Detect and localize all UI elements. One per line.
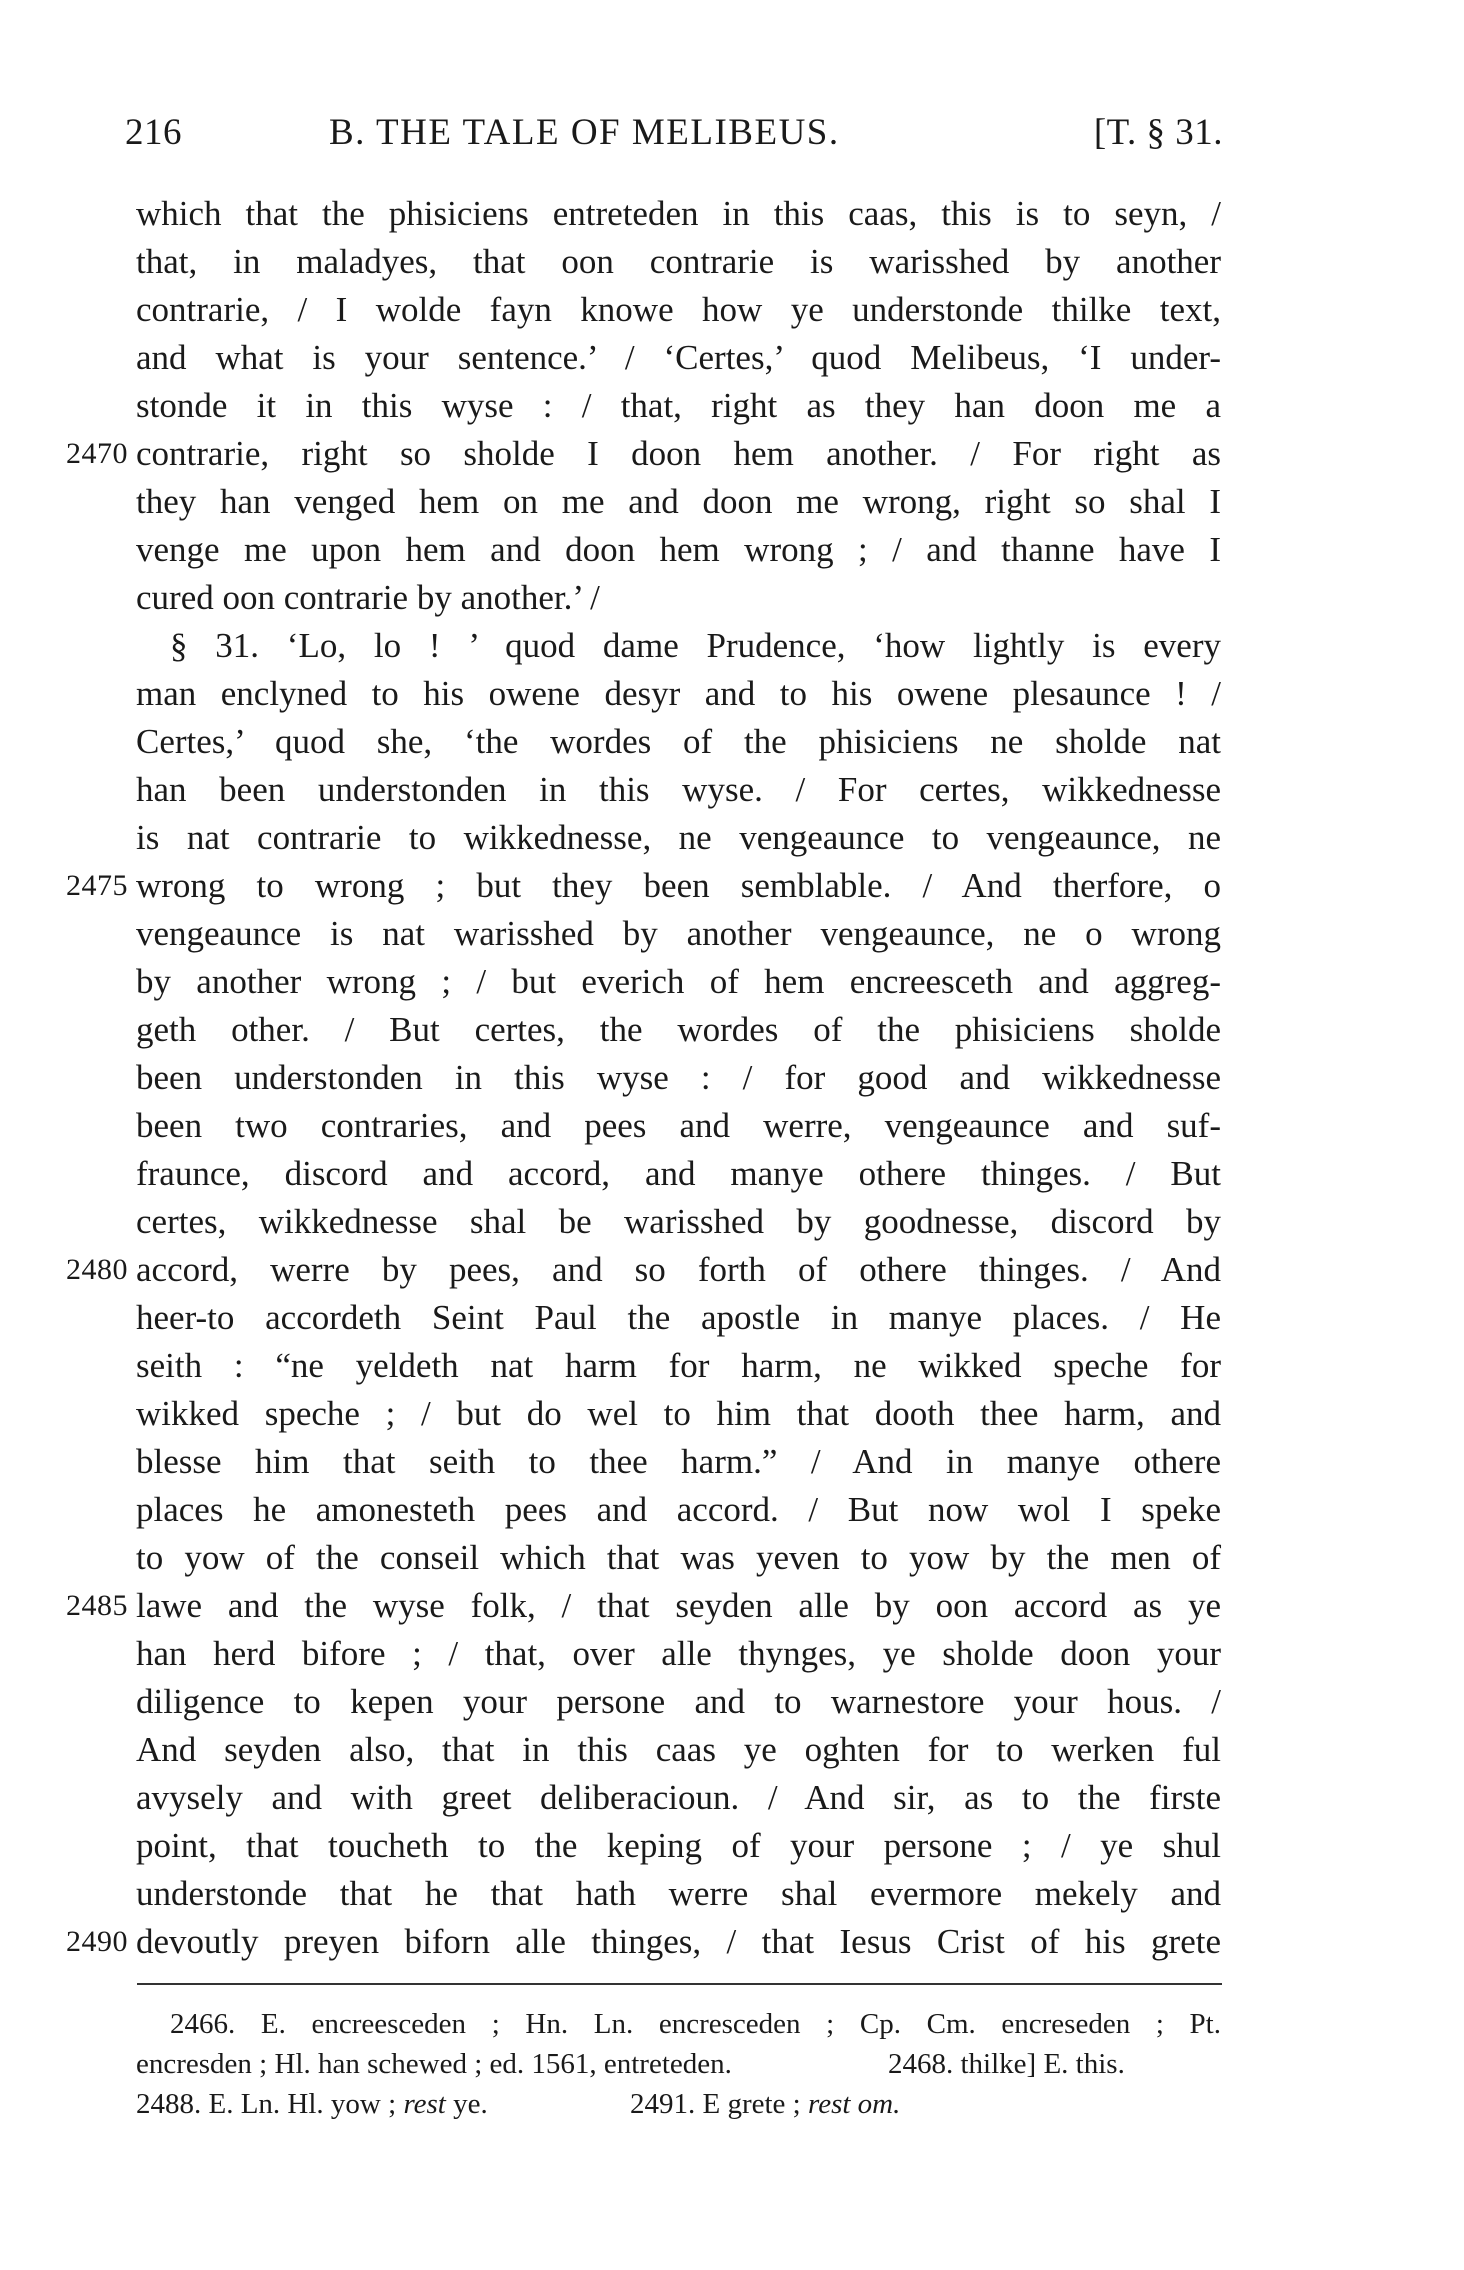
text-line: wikked speche ; / but do wel to him that dooth thee harm, and (136, 1394, 1221, 1433)
text-line: they han venged hem on me and doon me wrong, right so shal I (136, 482, 1221, 521)
text-line: blesse him that seith to thee harm.” / And in manye othere (136, 1442, 1221, 1481)
text-line: seith : “ne yeldeth nat harm for harm, ne wikked speche for (136, 1346, 1221, 1385)
text-line: been understonden in this wyse : / for good and wikkednesse (136, 1058, 1221, 1097)
footnote-line (630, 2084, 900, 2124)
running-header (125, 108, 1223, 158)
text-line: han been understonden in this wyse. / For certes, wikkednesse (136, 770, 1221, 809)
footnote-italic: rest om. (807, 2088, 901, 2120)
text-line: devoutly preyen biforn alle thinges, / that Iesus Crist of his grete (136, 1922, 1221, 1961)
text-line: stonde it in this wyse : / that, right as they han doon me a (136, 386, 1221, 425)
text-line: And seyden also, that in this caas ye oghten for to werken ful (136, 1730, 1221, 1769)
text-line: contrarie, / I wolde fayn knowe how ye understonde thilke text, (136, 290, 1221, 329)
line-number: 2480 (66, 1253, 128, 1286)
footnote-line: 2466. E. encreesceden ; Hn. Ln. encresceden ; Cp. Cm. encreseden ; Pt. (170, 2008, 1221, 2040)
text-line: point, that toucheth to the keping of your persone ; / ye shul (136, 1826, 1221, 1865)
running-title: B. THE TALE OF MELIBEUS. (329, 112, 840, 153)
text-line: contrarie, right so sholde I doon hem another. / For right as (136, 434, 1221, 473)
section-heading-line: § 31. ‘Lo, lo ! ’ quod dame Prudence, ‘how lightly is every (170, 626, 1221, 665)
text-line: vengeaunce is nat warisshed by another vengeaunce, ne o wrong (136, 914, 1221, 953)
text-line: diligence to kepen your persone and to warnestore your hous. / (136, 1682, 1221, 1721)
text-line: cured oon contrarie by another.’ / (136, 578, 600, 617)
line-number: 2475 (66, 869, 128, 902)
section-reference: [T. § 31. (1093, 112, 1223, 153)
text-line: understonde that he that hath werre shal evermore mekely and (136, 1874, 1221, 1913)
text-line: is nat contrarie to wikkednesse, ne vengeaunce to vengeaunce, ne (136, 818, 1221, 857)
line-number: 2485 (66, 1589, 128, 1622)
text-line: places he amonesteth pees and accord. / But now wol I speke (136, 1490, 1221, 1529)
text-line: been two contraries, and pees and werre, vengeaunce and suf- (136, 1106, 1221, 1145)
footnote-line: 2468. thilke] E. this. (888, 2048, 1125, 2080)
footnote-line: encresden ; Hl. han schewed ; ed. 1561, entreteden. (136, 2048, 732, 2080)
text-line: certes, wikkednesse shal be warisshed by goodnesse, discord by (136, 1202, 1221, 1241)
text-line: accord, werre by pees, and so forth of othere thinges. / And (136, 1250, 1221, 1289)
text-line: avysely and with greet deliberacioun. / And sir, as to the firste (136, 1778, 1221, 1817)
footnote-text: 2488. E. Ln. Hl. yow ; (136, 2088, 397, 2120)
text-line: lawe and the wyse folk, / that seyden alle by oon accord as ye (136, 1586, 1221, 1625)
text-line: man enclyned to his owene desyr and to his owene plesaunce ! / (136, 674, 1221, 713)
footnote-divider (137, 1983, 1222, 1985)
text-line: heer-to accordeth Seint Paul the apostle in manye places. / He (136, 1298, 1221, 1337)
footnote-line (136, 2084, 488, 2124)
line-number: 2490 (66, 1925, 128, 1958)
line-number: 2470 (66, 437, 128, 470)
text-line: by another wrong ; / but everich of hem encreesceth and aggreg- (136, 962, 1221, 1001)
footnote-italic: rest (403, 2088, 446, 2120)
text-line: venge me upon hem and doon hem wrong ; / and thanne have I (136, 530, 1221, 569)
page-number: 216 (125, 112, 182, 153)
footnote-text: ye. (453, 2088, 488, 2120)
footnote-text: 2491. E grete ; (630, 2088, 801, 2120)
text-line: to yow of the conseil which that was yeven to yow by the men of (136, 1538, 1221, 1577)
text-line: that, in maladyes, that oon contrarie is warisshed by another (136, 242, 1221, 281)
text-line: and what is your sentence.’ / ‘Certes,’ quod Melibeus, ‘I under- (136, 338, 1221, 377)
text-line: Certes,’ quod she, ‘the wordes of the phisiciens ne sholde nat (136, 722, 1221, 761)
text-line: fraunce, discord and accord, and manye othere thinges. / But (136, 1154, 1221, 1193)
text-line: which that the phisiciens entreteden in this caas, this is to seyn, / (136, 194, 1221, 233)
text-line: geth other. / But certes, the wordes of the phisiciens sholde (136, 1010, 1221, 1049)
text-line: wrong to wrong ; but they been semblable. / And therfore, o (136, 866, 1221, 905)
text-line: han herd bifore ; / that, over alle thynges, ye sholde doon your (136, 1634, 1221, 1673)
